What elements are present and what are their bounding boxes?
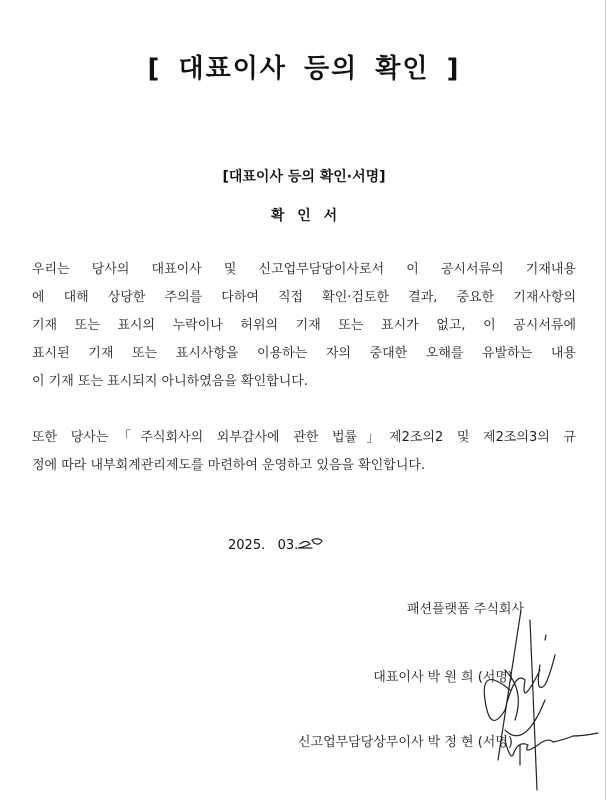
ceo-signature [484,610,555,790]
cfo-signature-line: 신고업무담당상무이사 박 정 현 (서명) [297,735,513,750]
company-name: 패션플랫폼 주식회사 [406,602,524,617]
paragraph2-line: 정에 따라 내부회계관리제도를 마련하여 운영하고 있음을 확인합니다. [32,458,426,473]
document-title: [ 대표이사 등의 확인 ] [147,54,461,84]
paragraph1-line: 우리는 당사의 대표이사 및 신고업무담당이사로서 이 공시서류의 기재내용 [32,262,576,277]
paragraph2-line: 또한 당사는「주식회사의 외부감사에 관한 법률」제2조의2 및 제2조의3의 규 [32,430,576,445]
cfo-signature [505,733,598,765]
paragraph1-line: 표시된 기재 또는 표시사항을 이용하는 자의 중대한 오해를 유발하는 내용 [32,346,576,361]
confirmation-heading: 확 인 서 [270,208,338,224]
section-subtitle: [대표이사 등의 확인·서명] [222,169,386,185]
paragraph1-line: 기재 또는 표시의 누락이나 허위의 기재 또는 표시가 없고, 이 공시서류에 [32,318,576,333]
date-text: 2025. 03. [228,538,299,553]
ceo-signature-line: 대표이사 박 원 희 (서명) [373,670,513,685]
page-border [605,0,606,800]
paragraph1-line: 에 대해 상당한 주의를 다하여 직접 확인·검토한 결과, 중요한 기재사항의 [32,290,576,305]
handwritten-day [298,539,322,548]
document-date [228,538,298,553]
paragraph1-line: 이 기재 또는 표시되지 아니하였음을 확인합니다. [32,374,308,389]
